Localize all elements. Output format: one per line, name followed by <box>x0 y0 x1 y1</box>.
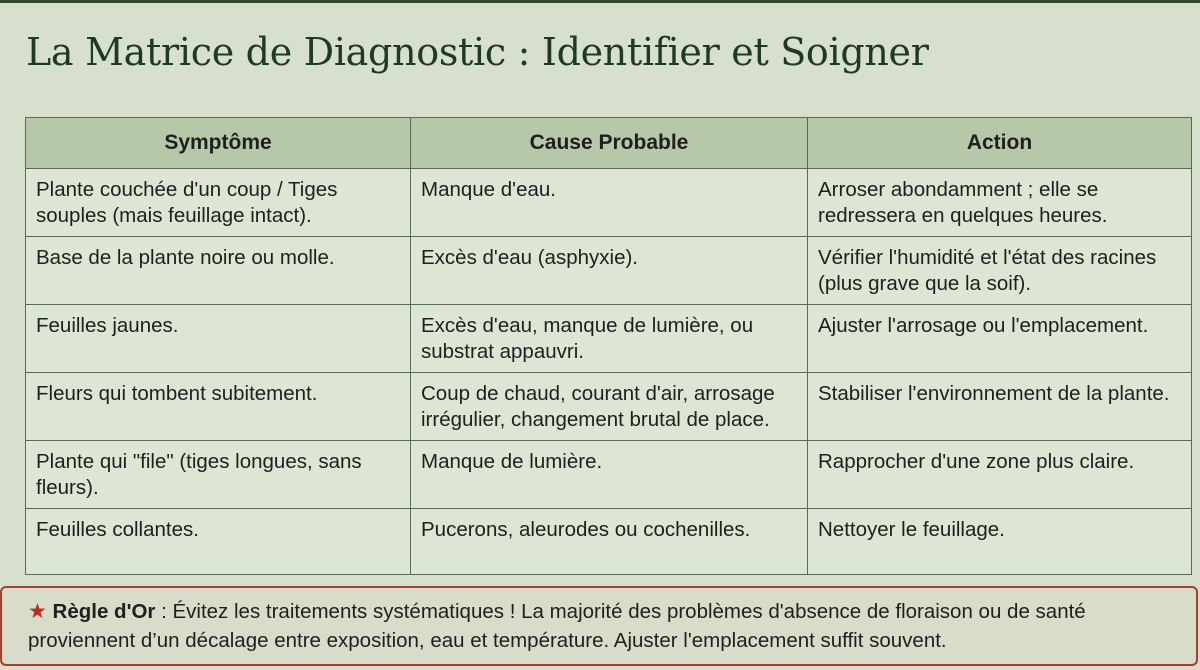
action-cell: Arroser abondamment ; elle se redressera en quelques heures. <box>808 169 1192 237</box>
action-cell: Ajuster l'arrosage ou l'emplacement. <box>808 305 1192 373</box>
symptom-cell: Feuilles jaunes. <box>26 305 411 373</box>
table-row <box>26 373 1192 441</box>
table-row <box>26 305 1192 373</box>
action-cell: Nettoyer le feuillage. <box>808 509 1192 575</box>
rule-label: Règle d'Or <box>52 600 156 623</box>
symptom-cell: Plante couchée d'un coup / Tiges souples (mais feuillage intact). <box>26 169 411 237</box>
cause-cell: Manque d'eau. <box>411 169 808 237</box>
cause-cell: Pucerons, aleurodes ou cochenilles. <box>411 509 808 575</box>
symptom-cell: Base de la plante noire ou molle. <box>26 237 411 305</box>
table-row <box>26 169 1192 237</box>
cause-cell: Excès d'eau, manque de lumière, ou substrat appauvri. <box>411 305 808 373</box>
action-cell: Rapprocher d'une zone plus claire. <box>808 441 1192 509</box>
header-symptome: Symptôme <box>26 118 411 169</box>
page-title: La Matrice de Diagnostic : Identifier et Soigner <box>26 30 929 74</box>
table-row <box>26 441 1192 509</box>
action-cell: Vérifier l'humidité et l'état des racines (plus grave que la soif). <box>808 237 1192 305</box>
cause-cell: Excès d'eau (asphyxie). <box>411 237 808 305</box>
golden-rule-callout <box>0 586 1198 666</box>
symptom-cell: Feuilles collantes. <box>26 509 411 575</box>
header-cause: Cause Probable <box>411 118 808 169</box>
symptom-cell: Plante qui "file" (tiges longues, sans fleurs). <box>26 441 411 509</box>
symptom-cell: Fleurs qui tombent subitement. <box>26 373 411 441</box>
table-row <box>26 237 1192 305</box>
cause-cell: Manque de lumière. <box>411 441 808 509</box>
header-action: Action <box>808 118 1192 169</box>
rule-text: Évitez les traitements systématiques ! La majorité des problèmes d'absence de floraison ou de santé proviennent d’un décalage entre exposition, eau et température. Ajuster l'emplacement suffit souvent. <box>28 600 1086 652</box>
top-divider <box>0 0 1200 3</box>
cause-cell: Coup de chaud, courant d'air, arrosage irrégulier, changement brutal de place. <box>411 373 808 441</box>
rule-separator: : <box>155 600 173 623</box>
star-icon: ★ <box>28 600 47 623</box>
table-row <box>26 509 1192 575</box>
action-cell: Stabiliser l'environnement de la plante. <box>808 373 1192 441</box>
table-header-row <box>26 118 1192 169</box>
diagnostic-table <box>25 117 1192 575</box>
